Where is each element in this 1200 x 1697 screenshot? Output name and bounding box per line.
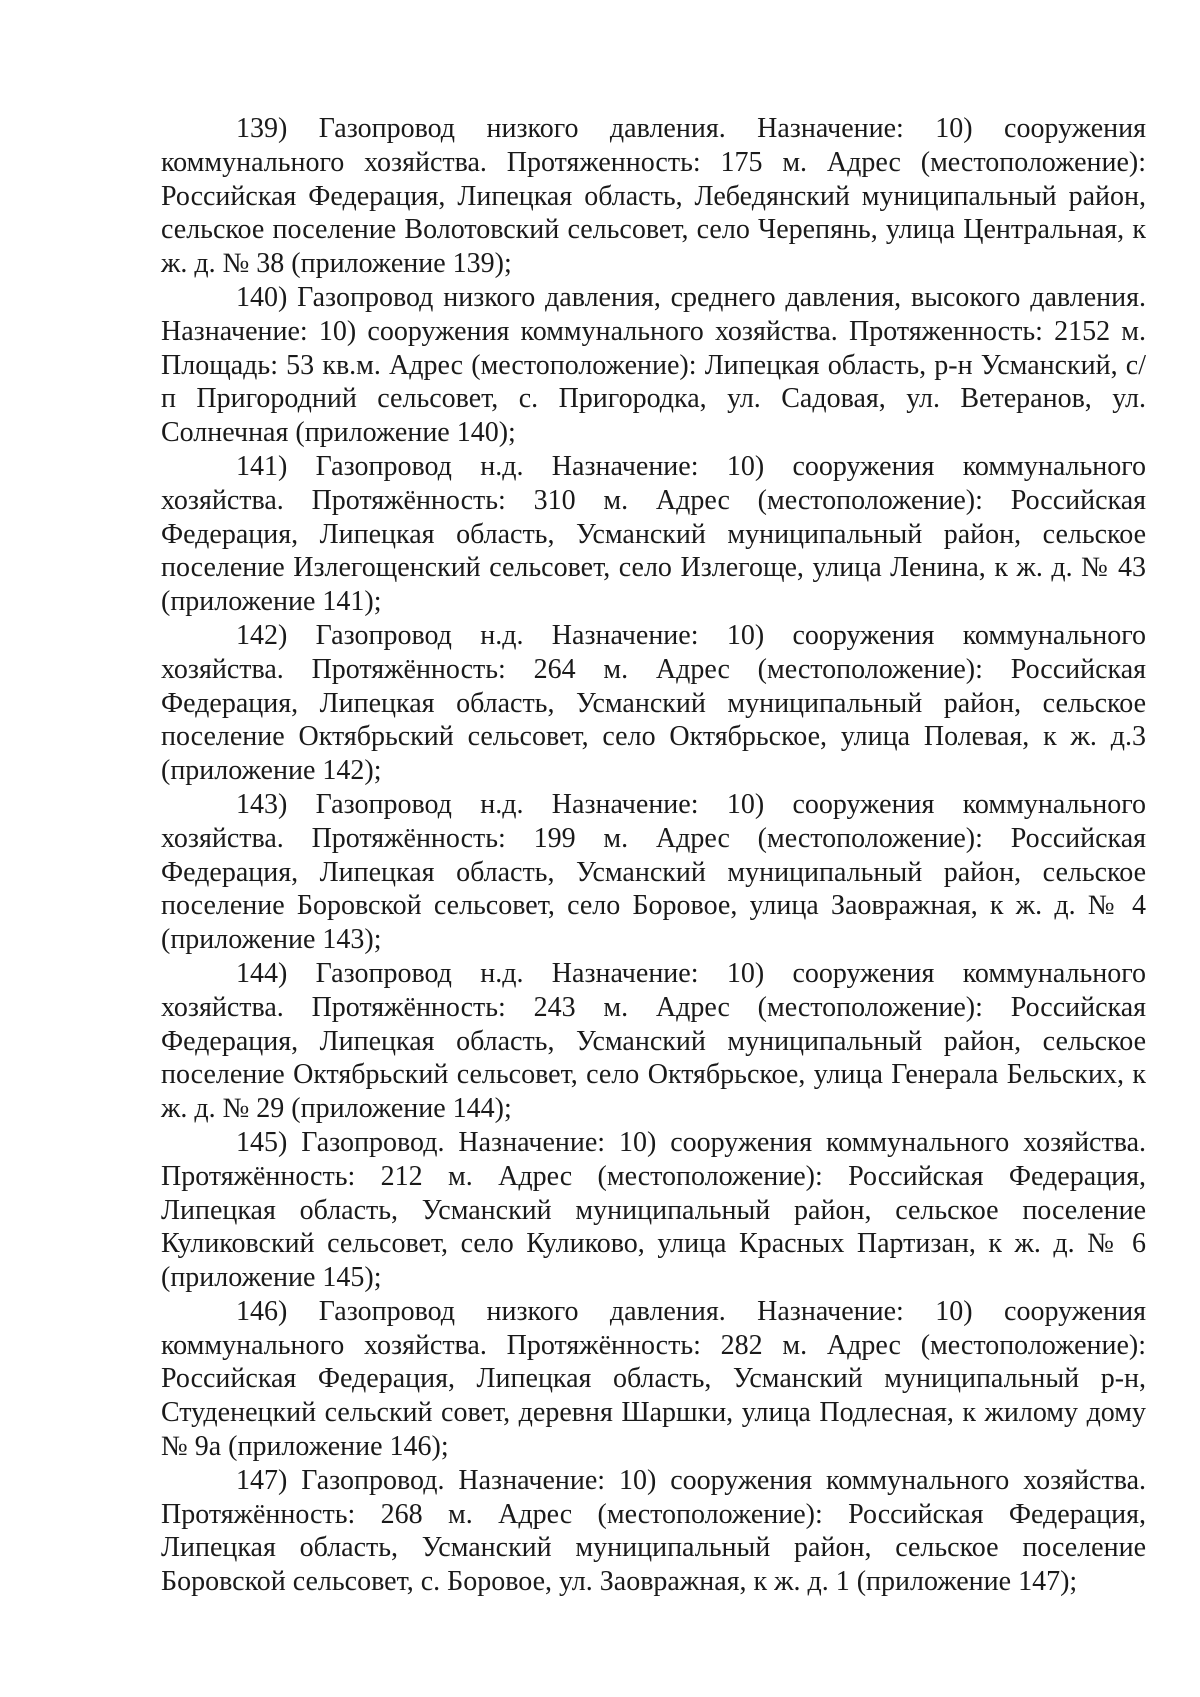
- paragraph-139: 139) Газопровод низкого давления. Назначение: 10) сооружения коммунального хозяйства. Протяженность: 175 м. Адрес (местоположение): Российская Федерация, Липецкая область, Лебедянский муниципальный район, сельское поселение Волотовский сельсовет, село Черепянь, улица Центральная, к ж. д. № 38 (приложение 139);: [161, 113, 1146, 280]
- paragraph-144: 144) Газопровод н.д. Назначение: 10) сооружения коммунального хозяйства. Протяжённость: 243 м. Адрес (местоположение): Российская Федерация, Липецкая область, Усманский муниципальный район, сельское поселение Октябрьский сельсовет, село Октябрьское, улица Генерала Бельских, к ж. д. № 29 (приложение 144);: [161, 957, 1146, 1125]
- paragraph-147: 147) Газопровод. Назначение: 10) сооружения коммунального хозяйства. Протяжённость: 268 м. Адрес (местоположение): Российская Федерация, Липецкая область, Усманский муниципальный район, сельское поселение Боровской сельсовет, с. Боровое, ул. Заовражная, к ж. д. 1 (приложение 147);: [161, 1464, 1146, 1598]
- paragraph-145: 145) Газопровод. Назначение: 10) сооружения коммунального хозяйства. Протяжённость: 212 м. Адрес (местоположение): Российская Федерация, Липецкая область, Усманский муниципальный район, сельское поселение Куликовский сельсовет, село Куликово, улица Красных Партизан, к ж. д. № 6 (приложение 145);: [161, 1126, 1146, 1294]
- paragraph-140: 140) Газопровод низкого давления, среднего давления, высокого давления. Назначение: 10) сооружения коммунального хозяйства. Протяженность: 2152 м. Площадь: 53 кв.м. Адрес (местоположение): Липецкая область, р-н Усманский, с/п Пригородний сельсовет, с. Пригородка, ул. Садовая, ул. Ветеранов, ул. Солнечная (приложение 140);: [161, 281, 1146, 449]
- paragraph-142: 142) Газопровод н.д. Назначение: 10) сооружения коммунального хозяйства. Протяжённость: 264 м. Адрес (местоположение): Российская Федерация, Липецкая область, Усманский муниципальный район, сельское поселение Октябрьский сельсовет, село Октябрьское, улица Полевая, к ж. д.3 (приложение 142);: [161, 619, 1146, 787]
- document-body: [161, 112, 1146, 1599]
- paragraph-143: 143) Газопровод н.д. Назначение: 10) сооружения коммунального хозяйства. Протяжённость: 199 м. Адрес (местоположение): Российская Федерация, Липецкая область, Усманский муниципальный район, сельское поселение Боровской сельсовет, село Боровое, улица Заовражная, к ж. д. № 4 (приложение 143);: [161, 788, 1146, 956]
- paragraph-141: 141) Газопровод н.д. Назначение: 10) сооружения коммунального хозяйства. Протяжённость: 310 м. Адрес (местоположение): Российская Федерация, Липецкая область, Усманский муниципальный район, сельское поселение Излегощенский сельсовет, село Излегоще, улица Ленина, к ж. д. № 43 (приложение 141);: [161, 450, 1146, 618]
- paragraph-146: 146) Газопровод низкого давления. Назначение: 10) сооружения коммунального хозяйства. Протяжённость: 282 м. Адрес (местоположение): Российская Федерация, Липецкая область, Усманский муниципальный р-н, Студенецкий сельский совет, деревня Шаршки, улица Подлесная, к жилому дому № 9а (приложение 146);: [161, 1295, 1146, 1463]
